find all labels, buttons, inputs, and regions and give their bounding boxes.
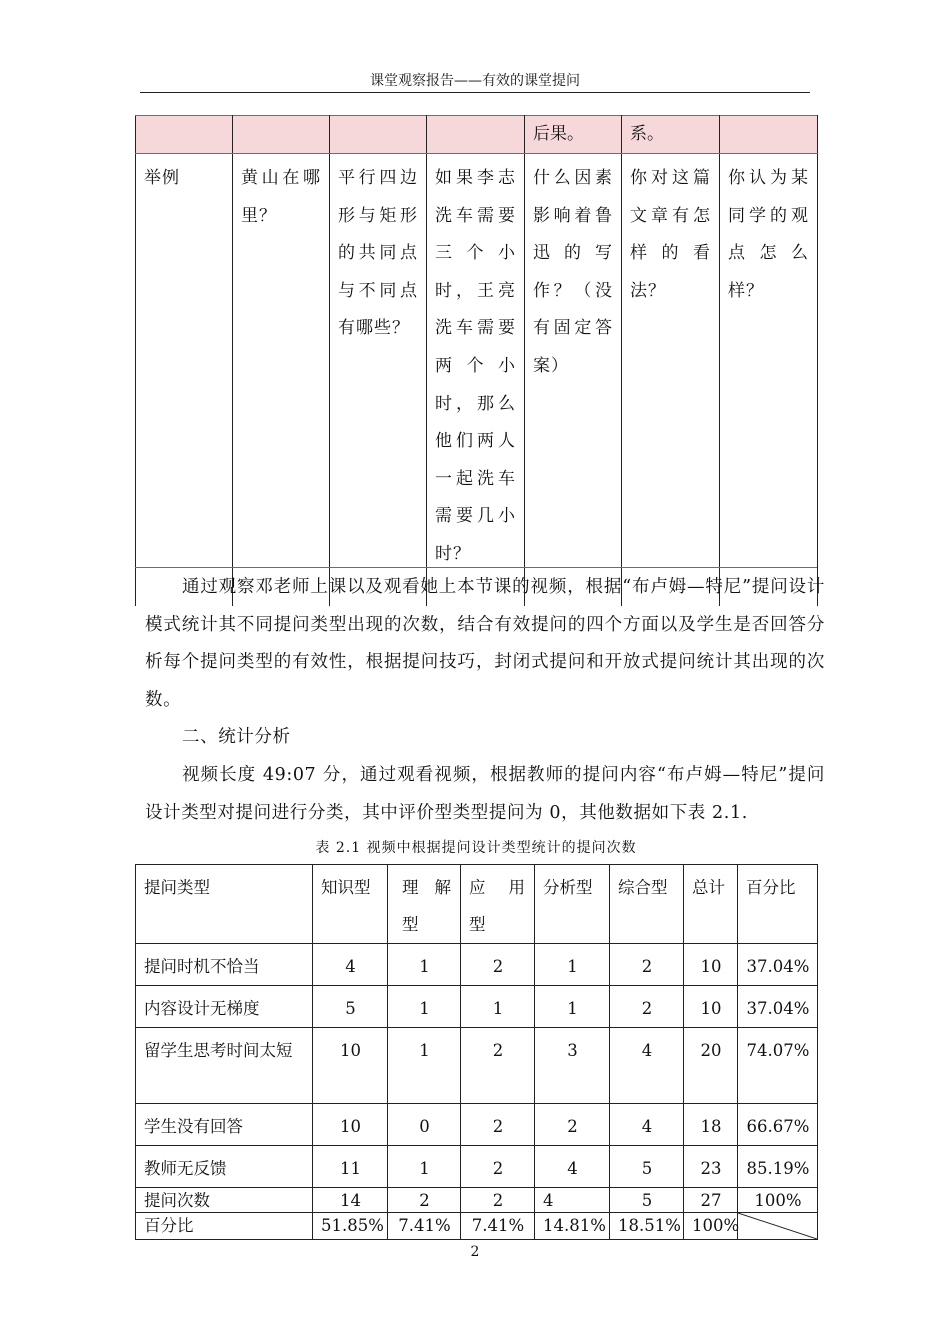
table-cell: 20 — [684, 1028, 738, 1104]
table-cell: 4 — [535, 1188, 610, 1213]
column-header: 提问类型 — [136, 865, 313, 944]
table-cell: 2 — [388, 1188, 461, 1213]
table-cell: 10 — [313, 1028, 388, 1104]
table-cell: 0 — [388, 1104, 461, 1146]
table-row — [136, 1146, 818, 1188]
table-row — [136, 116, 818, 154]
table-cell: 1 — [388, 944, 461, 986]
table-cell: 1 — [388, 1146, 461, 1188]
column-header: 分析型 — [535, 865, 610, 944]
table-row — [136, 1104, 818, 1146]
table-cell: 1 — [535, 944, 610, 986]
table-cell — [330, 116, 427, 154]
table-row — [136, 154, 818, 606]
table-cell — [233, 116, 330, 154]
table-cell: 你对这篇文章有怎样的看法？ — [622, 154, 720, 606]
column-header: 百分比 — [738, 865, 818, 944]
table-cell: 74.07% — [738, 1028, 818, 1104]
page-number: 2 — [470, 1244, 480, 1260]
table-cell: 你认为某同学的观点怎么样？ — [720, 154, 818, 606]
running-header: 课堂观察报告——有效的课堂提问 — [370, 73, 580, 89]
table-cell — [427, 116, 525, 154]
header-split — [396, 869, 453, 906]
diagonal-line — [738, 1213, 817, 1239]
table-cell: 7.41% — [461, 1213, 535, 1240]
table-cell: 3 — [535, 1028, 610, 1104]
header-char: 型 — [402, 915, 419, 934]
column-header: 知识型 — [313, 865, 388, 944]
table-cell: 5 — [313, 986, 388, 1028]
table-bottom-border — [135, 567, 817, 568]
table-cell: 100% — [738, 1188, 818, 1213]
table-cell: 10 — [684, 944, 738, 986]
row-label: 内容设计无梯度 — [136, 986, 313, 1028]
section-heading: 二、统计分析 — [182, 727, 291, 747]
table-cell: 4 — [610, 1028, 684, 1104]
table-cell: 7.41% — [388, 1213, 461, 1240]
table-cell: 1 — [535, 986, 610, 1028]
column-header — [461, 865, 535, 944]
table-cell: 如果李志洗车需要三个小时，王亮洗车需要两个小时，那么他们两人一起洗车需要几小时？ — [427, 154, 525, 606]
table-cell: 5 — [610, 1188, 684, 1213]
table-cell: 4 — [535, 1146, 610, 1188]
column-header: 总计 — [684, 865, 738, 944]
row-label: 教师无反馈 — [136, 1146, 313, 1188]
header-char: 型 — [469, 915, 486, 934]
header-char: 解 — [434, 878, 451, 897]
table-cell: 37.04% — [738, 944, 818, 986]
header-char: 理 — [402, 878, 419, 897]
row-label: 举例 — [136, 154, 233, 606]
table-row — [136, 1028, 818, 1104]
header-char: 应 — [469, 878, 486, 897]
table-cell: 18.51% — [610, 1213, 684, 1240]
table-cell: 85.19% — [738, 1146, 818, 1188]
body-paragraph: 视频长度 49:07 分，通过观看视频，根据教师的提问内容“布卢姆—特尼”提问设计类型对提问进行分类，其中评价型类型提问为 0，其他数据如下表 2.1. — [145, 765, 825, 823]
table-cell: 14.81% — [535, 1213, 610, 1240]
question-type-examples-table — [135, 115, 818, 606]
diagonal-empty-cell — [738, 1213, 818, 1240]
table-row — [136, 944, 818, 986]
table-cell: 27 — [684, 1188, 738, 1213]
column-header — [388, 865, 461, 944]
table-cell: 51.85% — [313, 1213, 388, 1240]
table-cell: 2 — [461, 1188, 535, 1213]
row-label: 百分比 — [136, 1213, 313, 1240]
table-cell: 2 — [535, 1104, 610, 1146]
table-cell: 1 — [388, 986, 461, 1028]
body-paragraph: 通过观察邓老师上课以及观看她上本节课的视频，根据“布卢姆—特尼”提问设计模式统计其不同提问类型出现的次数，结合有效提问的四个方面以及学生是否回答分析每个提问类型的有效性，根据提问技巧，封闭式提问和开放式提问统计其出现的次数。 — [145, 577, 825, 710]
table-cell: 66.67% — [738, 1104, 818, 1146]
table-cell: 23 — [684, 1146, 738, 1188]
row-label: 学生没有回答 — [136, 1104, 313, 1146]
table-row — [136, 1213, 818, 1240]
table-cell: 什么因素影响着鲁迅的写作？（没有固定答案） — [525, 154, 622, 606]
table-cell: 18 — [684, 1104, 738, 1146]
table-cell: 后果。 — [525, 116, 622, 154]
table-cell: 2 — [610, 986, 684, 1028]
header-char: 用 — [508, 878, 525, 897]
table-header-row — [136, 865, 818, 944]
column-header: 综合型 — [610, 865, 684, 944]
table-cell: 2 — [461, 1146, 535, 1188]
table-cell: 2 — [461, 944, 535, 986]
table-cell: 黄山在哪里？ — [233, 154, 330, 606]
table-cell: 100% — [684, 1213, 738, 1240]
table-cell: 10 — [684, 986, 738, 1028]
table-cell: 10 — [313, 1104, 388, 1146]
table-cell — [720, 116, 818, 154]
table-cell: 11 — [313, 1146, 388, 1188]
table-cell: 2 — [610, 944, 684, 986]
row-label: 提问次数 — [136, 1188, 313, 1213]
question-statistics-table — [135, 864, 818, 1240]
table-cell: 平行四边形与矩形的共同点与不同点有哪些？ — [330, 154, 427, 606]
table-row — [136, 1188, 818, 1213]
table-row — [136, 986, 818, 1028]
table-cell: 5 — [610, 1146, 684, 1188]
table-caption: 表 2.1 视频中根据提问设计类型统计的提问次数 — [315, 840, 637, 856]
table-cell: 系。 — [622, 116, 720, 154]
table-cell: 1 — [461, 986, 535, 1028]
table-cell: 2 — [461, 1104, 535, 1146]
table-cell — [136, 116, 233, 154]
header-rule — [140, 92, 810, 93]
table-cell: 2 — [461, 1028, 535, 1104]
table-cell: 14 — [313, 1188, 388, 1213]
table-cell: 37.04% — [738, 986, 818, 1028]
table-cell: 4 — [610, 1104, 684, 1146]
row-label: 提问时机不恰当 — [136, 944, 313, 986]
header-split — [469, 869, 527, 906]
table-cell: 1 — [388, 1028, 461, 1104]
table-cell: 4 — [313, 944, 388, 986]
row-label: 留学生思考时间太短 — [136, 1028, 313, 1104]
